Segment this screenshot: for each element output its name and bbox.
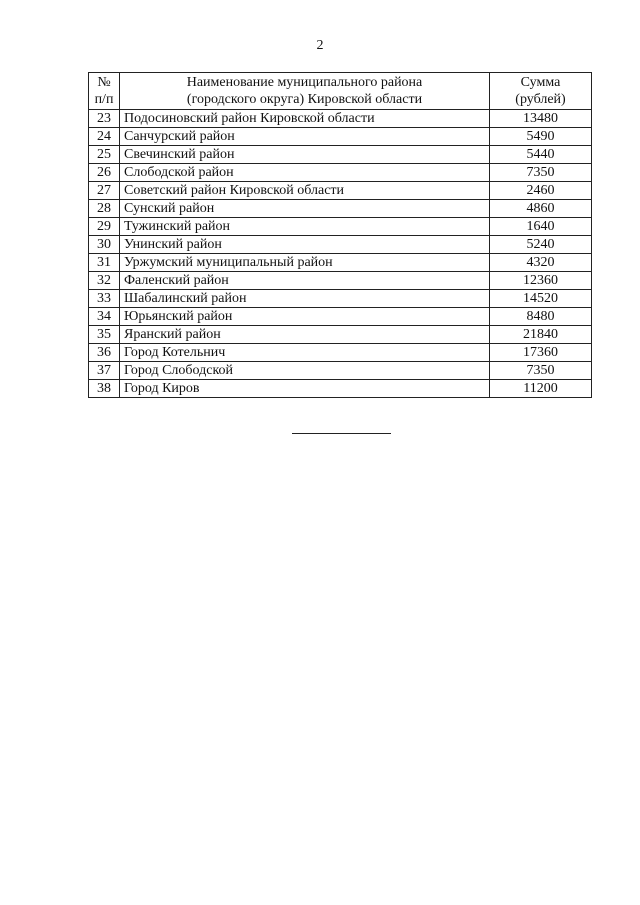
amount: 7350 — [490, 164, 592, 182]
table-row — [89, 218, 592, 236]
table-row — [89, 164, 592, 182]
header-district-name — [120, 73, 490, 110]
row-number: 37 — [89, 362, 120, 380]
table-row — [89, 236, 592, 254]
row-number: 30 — [89, 236, 120, 254]
table-row — [89, 272, 592, 290]
row-number: 31 — [89, 254, 120, 272]
table-row — [89, 146, 592, 164]
table-row — [89, 128, 592, 146]
table-row — [89, 290, 592, 308]
amount: 5240 — [490, 236, 592, 254]
header-row — [89, 73, 592, 110]
district-name: Тужинский район — [120, 218, 490, 236]
table-body — [89, 110, 592, 398]
table-row — [89, 110, 592, 128]
district-name: Подосиновский район Кировской области — [120, 110, 490, 128]
closing-rule — [292, 433, 391, 434]
header-amount-line2: (рублей) — [515, 92, 566, 107]
district-name: Санчурский район — [120, 128, 490, 146]
district-name: Свечинский район — [120, 146, 490, 164]
header-name-line1: Наименование муниципального района — [186, 75, 423, 90]
header-number — [89, 73, 120, 110]
row-number: 26 — [89, 164, 120, 182]
amount: 14520 — [490, 290, 592, 308]
row-number: 29 — [89, 218, 120, 236]
row-number: 38 — [89, 380, 120, 398]
table-row — [89, 326, 592, 344]
allocation-table — [88, 72, 592, 398]
row-number: 36 — [89, 344, 120, 362]
district-name: Советский район Кировской области — [120, 182, 490, 200]
row-number: 28 — [89, 200, 120, 218]
district-name: Фаленский район — [120, 272, 490, 290]
amount: 4320 — [490, 254, 592, 272]
row-number: 23 — [89, 110, 120, 128]
district-name: Город Слободской — [120, 362, 490, 380]
row-number: 32 — [89, 272, 120, 290]
page-number: 2 — [316, 38, 324, 53]
row-number: 35 — [89, 326, 120, 344]
header-number-line1: № — [97, 75, 111, 90]
row-number: 24 — [89, 128, 120, 146]
amount: 4860 — [490, 200, 592, 218]
row-number: 25 — [89, 146, 120, 164]
amount: 17360 — [490, 344, 592, 362]
amount: 7350 — [490, 362, 592, 380]
district-name: Слободской район — [120, 164, 490, 182]
table-header — [89, 73, 592, 110]
amount: 5440 — [490, 146, 592, 164]
table-row — [89, 308, 592, 326]
district-name: Яранский район — [120, 326, 490, 344]
header-amount-line1: Сумма — [520, 75, 561, 90]
table-row — [89, 362, 592, 380]
row-number: 33 — [89, 290, 120, 308]
district-name: Сунский район — [120, 200, 490, 218]
amount: 2460 — [490, 182, 592, 200]
table-row — [89, 182, 592, 200]
district-name: Город Котельнич — [120, 344, 490, 362]
district-name: Юрьянский район — [120, 308, 490, 326]
row-number: 27 — [89, 182, 120, 200]
table-row — [89, 344, 592, 362]
header-number-line2: п/п — [94, 92, 114, 107]
amount: 13480 — [490, 110, 592, 128]
amount: 8480 — [490, 308, 592, 326]
amount: 11200 — [490, 380, 592, 398]
amount: 12360 — [490, 272, 592, 290]
amount: 5490 — [490, 128, 592, 146]
district-name: Город Киров — [120, 380, 490, 398]
header-name-line2: (городского округа) Кировской области — [186, 92, 423, 107]
amount: 1640 — [490, 218, 592, 236]
district-name: Уржумский муниципальный район — [120, 254, 490, 272]
table-row — [89, 254, 592, 272]
header-amount — [490, 73, 592, 110]
district-name: Шабалинский район — [120, 290, 490, 308]
table-row — [89, 380, 592, 398]
row-number: 34 — [89, 308, 120, 326]
district-name: Унинский район — [120, 236, 490, 254]
amount: 21840 — [490, 326, 592, 344]
table-row — [89, 200, 592, 218]
